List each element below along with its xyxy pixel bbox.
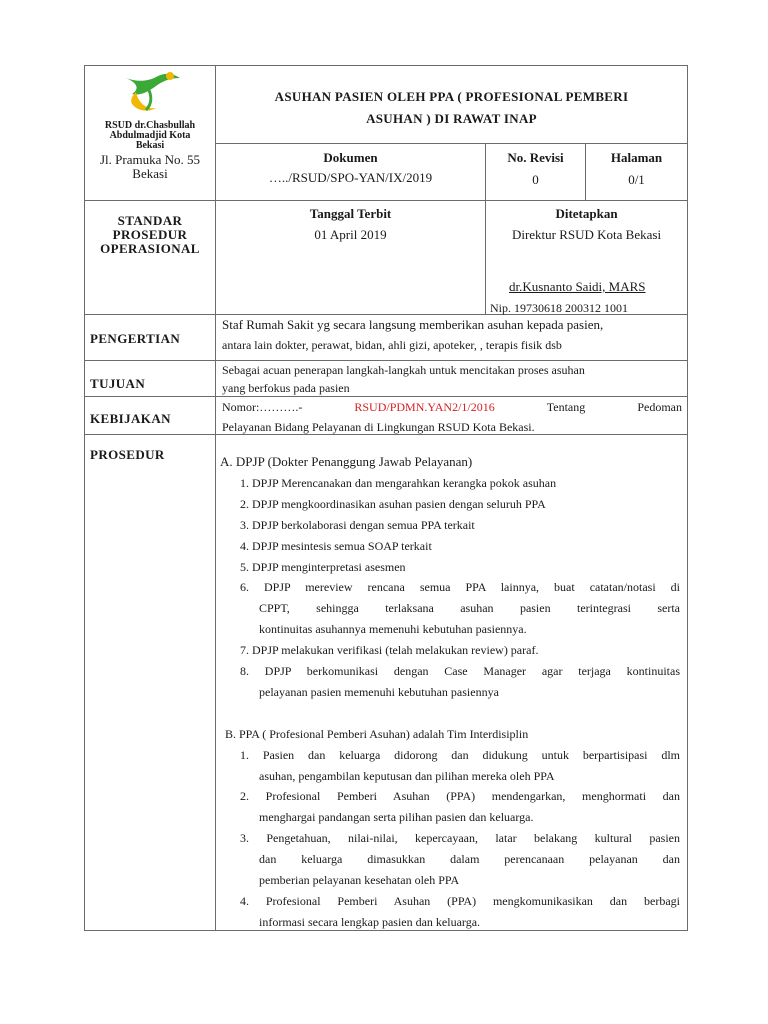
hospital-address <box>86 153 214 181</box>
tujuan-text <box>222 361 682 397</box>
list-item-continuation: pelayanan pasien memenuhi kebutuhan pasiennya <box>259 684 499 699</box>
sop-label-line: STANDAR <box>117 213 183 228</box>
tujuan-line: yang berfokus pada pasien <box>222 381 350 395</box>
terbit-label: Tanggal Terbit <box>309 206 392 221</box>
tujuan-label: TUJUAN <box>90 376 146 391</box>
prosedur-content <box>220 452 680 933</box>
revisi-value: 0 <box>532 172 539 187</box>
prosedur-label: PROSEDUR <box>90 447 165 462</box>
list-item: 4. DPJP mesintesis semua SOAP terkait <box>240 538 432 553</box>
list-item: 7. DPJP melakukan verifikasi (telah melakukan review) paraf. <box>240 643 539 658</box>
list-item-continuation: dan keluarga dimasukkan dalam perencanaan pelayanan dan <box>259 852 680 867</box>
list-item: 6. DPJP mereview rencana semua PPA lainnya, buat catatan/notasi di <box>240 580 680 595</box>
dokumen-number: …../RSUD/SPO-YAN/IX/2019 <box>268 170 433 185</box>
kebijakan-tentang: Tentang <box>546 400 586 414</box>
document-title <box>216 86 687 130</box>
hospital-logo <box>118 68 182 116</box>
list-item: 4. Profesional Pemberi Asuhan (PPA) mengkomunikasikan dan berbagi <box>240 894 680 909</box>
ditetapkan-by: Direktur RSUD Kota Bekasi <box>511 227 662 242</box>
tujuan-line: Sebagai acuan penerapan langkah-langkah untuk mencitakan proses asuhan <box>222 363 585 377</box>
hospital-name <box>86 121 214 151</box>
sop-label <box>86 214 214 256</box>
section-b-heading: B. PPA ( Profesional Pemberi Asuhan) adalah Tim Interdisiplin <box>225 726 529 741</box>
table-border-right <box>687 65 688 931</box>
list-item: 5. DPJP menginterpretasi asesmen <box>240 559 406 574</box>
pengertian-label: PENGERTIAN <box>90 331 181 346</box>
sop-label-line: PROSEDUR <box>112 227 188 242</box>
pengertian-text <box>222 314 682 356</box>
kebijakan-reference: RSUD/PDMN.YAN2/1/2016 <box>354 400 495 414</box>
document-title-line: ASUHAN PASIEN OLEH PPA ( PROFESIONAL PEMBERI <box>274 89 629 104</box>
spacer <box>220 703 680 724</box>
halaman-label: Halaman <box>610 150 663 165</box>
signer-nip: Nip. 19730618 200312 1001 <box>490 301 628 315</box>
terbit-date: 01 April 2019 <box>314 227 387 242</box>
kebijakan-line: Pelayanan Bidang Pelayanan di Lingkungan RSUD Kota Bekasi. <box>222 420 535 434</box>
table-column-divider <box>215 65 216 931</box>
list-item-continuation: informasi secara lengkap pasien dan keluarga. <box>259 914 481 929</box>
hospital-name-line: RSUD dr.Chasbullah <box>104 120 196 131</box>
list-item-continuation: menghargai pandangan serta pilihan pasien dan keluarga. <box>259 810 534 825</box>
list-item-continuation: asuhan, pengambilan keputusan dan pilihan mereka oleh PPA <box>259 768 555 783</box>
revisi-label: No. Revisi <box>507 150 564 165</box>
kebijakan-text <box>222 397 682 437</box>
list-item: 1. Pasien dan keluarga didorong dan didukung untuk berpartisipasi dlm <box>240 747 680 762</box>
sop-label-line: OPERASIONAL <box>100 241 200 256</box>
list-item: 8. DPJP berkomunikasi dengan Case Manager agar terjaga kontinuitas <box>240 664 680 679</box>
signer-name: dr.Kusnanto Saidi, MARS <box>509 279 646 294</box>
section-a-heading: A. DPJP (Dokter Penanggung Jawab Pelayanan) <box>220 454 473 469</box>
kebijakan-nomor: Nomor:……….- <box>222 400 303 414</box>
hospital-name-line: Abdulmadjid Kota <box>109 130 191 141</box>
table-border-left <box>84 65 85 931</box>
list-item: 2. DPJP mengkoordinasikan asuhan pasien dengan seluruh PPA <box>240 496 546 511</box>
kebijakan-line <box>222 397 682 417</box>
list-item: 1. DPJP Merencanakan dan mengarahkan kerangka pokok asuhan <box>240 475 557 490</box>
kebijakan-label: KEBIJAKAN <box>90 411 171 426</box>
list-item: 2. Profesional Pemberi Asuhan (PPA) mendengarkan, menghormati dan <box>240 789 680 804</box>
address-line: Bekasi <box>132 166 168 181</box>
list-item: 3. DPJP berkolaborasi dengan semua PPA terkait <box>240 517 475 532</box>
dokumen-label: Dokumen <box>323 150 378 165</box>
address-line: Jl. Pramuka No. 55 <box>99 152 201 167</box>
list-item-continuation: pemberian pelayanan kesehatan oleh PPA <box>259 873 460 888</box>
list-item-continuation: kontinuitas asuhannya memenuhi kebutuhan pasiennya. <box>259 622 527 637</box>
list-item-continuation: CPPT, sehingga terlaksana asuhan pasien terintegrasi serta <box>259 601 680 616</box>
halaman-value: 0/1 <box>628 172 645 187</box>
pengertian-line: Staf Rumah Sakit yg secara langsung memberikan asuhan kepada pasien, <box>222 317 604 332</box>
table-rule <box>215 143 688 144</box>
list-item: 3. Pengetahuan, nilai-nilai, kepercayaan, latar belakang kultural pasien <box>240 831 680 846</box>
pengertian-line: antara lain dokter, perawat, bidan, ahli gizi, apoteker, , terapis fisik dsb <box>222 338 562 352</box>
hospital-name-line: Bekasi <box>135 140 165 151</box>
ditetapkan-label: Ditetapkan <box>555 206 618 221</box>
table-rule <box>84 200 688 201</box>
kebijakan-pedoman: Pedoman <box>637 400 682 414</box>
document-title-line: ASUHAN ) DI RAWAT INAP <box>366 111 537 126</box>
table-border-top <box>84 65 688 66</box>
